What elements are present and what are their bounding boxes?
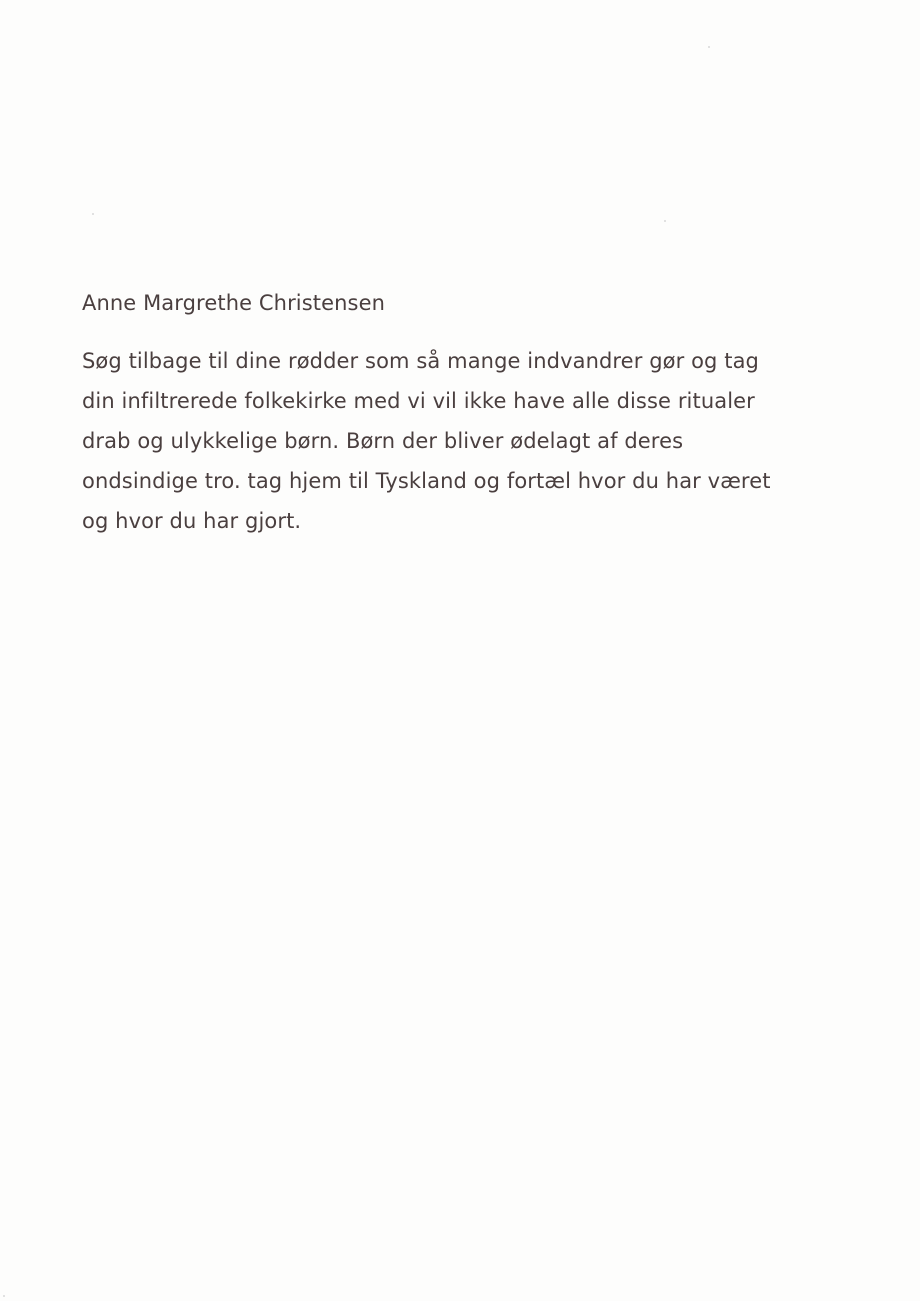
sender-name: Anne Margrethe Christensen: [82, 291, 386, 315]
letter-line: og hvor du har gjort.: [82, 509, 302, 533]
letter-content: [82, 285, 842, 541]
letter-line: din infiltrerede folkekirke med vi vil ikke have alle disse ritualer: [82, 389, 755, 413]
letter-body: [82, 341, 842, 541]
letter-line: Søg tilbage til dine rødder som så mange indvandrer gør og tag: [82, 349, 759, 373]
scan-speck: [92, 213, 94, 215]
scan-speck: [664, 220, 666, 222]
letter-line: ondsindige tro. tag hjem til Tyskland og fortæl hvor du har været: [82, 469, 771, 493]
letter-line: drab og ulykkelige børn. Børn der bliver ødelagt af deres: [82, 429, 684, 453]
scan-speck: [708, 46, 710, 48]
scan-speck: [3, 1295, 5, 1297]
